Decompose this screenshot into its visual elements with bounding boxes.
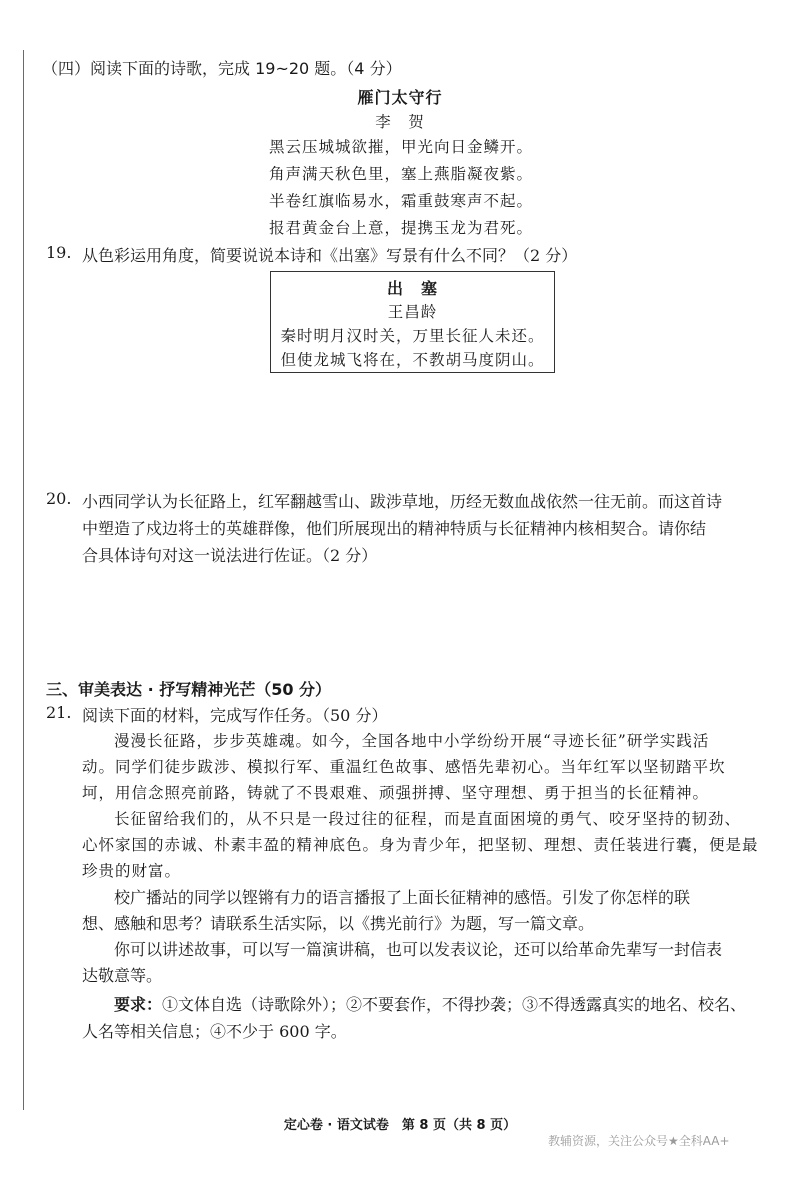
reference-poem-box	[270, 271, 555, 373]
q20-line-2: 中塑造了戍边将士的英雄群像，他们所展现出的精神特质与长征精神内核相契合。请你结	[82, 519, 707, 538]
q20-line-3: 合具体诗句对这一说法进行佐证。（2 分）	[82, 546, 378, 565]
material-line-4: 长征留给我们的，从不只是一段过往的征程，而是直面困境的勇气、咬牙坚持的韧劲、	[114, 810, 742, 828]
task-line-3: 你可以讲述故事，可以写一篇演讲稿，也可以发表议论，还可以给革命先辈写一封信表	[114, 940, 723, 959]
reference-poem-author: 王昌龄	[387, 303, 438, 321]
q21-number: 21.	[46, 703, 72, 722]
q19-text: 从色彩运用角度，简要说说本诗和《出塞》写景有什么不同？（2 分）	[82, 246, 578, 265]
material-line-1: 漫漫长征路，步步英雄魂。如今，全国各地中小学纷纷开展“寻迹长征”研学实践活	[114, 732, 710, 750]
section-3-heading: 三、审美表达 · 抒写精神光芒（50 分）	[46, 680, 332, 699]
q21-intro: 阅读下面的材料，完成写作任务。（50 分）	[82, 706, 388, 725]
task-line-2: 想、感触和思考？请联系生活实际，以《携光前行》为题，写一篇文章。	[82, 914, 595, 933]
poem-author: 李 贺	[375, 113, 425, 131]
reference-poem-line-2: 但使龙城飞将在，不教胡马度阴山。	[280, 351, 545, 369]
reference-poem-line-1: 秦时明月汉时关，万里长征人未还。	[280, 327, 545, 345]
reference-poem-title: 出 塞	[386, 279, 438, 298]
poem-line-3: 半卷红旗临易水，霜重鼓寒声不起。	[269, 192, 534, 210]
poem-line-4: 报君黄金台上意，提携玉龙为君死。	[269, 219, 534, 237]
material-line-6: 珍贵的财富。	[82, 862, 182, 880]
requirements-line-2: 人名等相关信息；④不少于 600 字。	[82, 1022, 347, 1041]
q20-number: 20.	[46, 489, 72, 508]
task-line-4: 达敬意等。	[82, 966, 163, 985]
binding-margin-line	[23, 50, 24, 1110]
requirements-label: 要求：	[114, 995, 163, 1014]
q20-line-1: 小西同学认为长征路上，红军翻越雪山、跋涉草地，历经无数血战依然一往无前。而这首诗	[82, 492, 723, 511]
task-line-1: 校广播站的同学以铿锵有力的语言播报了上面长征精神的感悟。引发了你怎样的联	[114, 888, 691, 907]
q19-number: 19.	[46, 243, 72, 262]
poem-line-1: 黑云压城城欲摧，甲光向日金鳞开。	[269, 138, 534, 156]
requirements-text-1: ①文体自选（诗歌除外）；②不要套作，不得抄袭；③不得透露真实的地名、校名、	[162, 995, 747, 1014]
watermark-text: 教辅资源，关注公众号★全科AA+	[548, 1134, 730, 1148]
page-footer: 定心卷 · 语文试卷 第 8 页（共 8 页）	[283, 1118, 517, 1133]
section-4-heading: （四）阅读下面的诗歌，完成 19~20 题。（4 分）	[42, 59, 402, 78]
material-line-5: 心怀家国的赤诚、朴素丰盈的精神底色。身为青少年，把坚韧、理想、责任装进行囊，便是最	[82, 836, 759, 854]
poem-line-2: 角声满天秋色里，塞上燕脂凝夜紫。	[269, 165, 534, 183]
poem-title: 雁门太守行	[357, 88, 443, 107]
requirements-line-1	[114, 992, 746, 1015]
material-line-2: 动。同学们徒步跋涉、模拟行军、重温红色故事、感悟先辈初心。当年红军以坚韧踏平坎	[82, 758, 726, 776]
material-line-3: 坷，用信念照亮前路，铸就了不畏艰难、顽强拼搏、坚守理想、勇于担当的长征精神。	[82, 784, 710, 802]
